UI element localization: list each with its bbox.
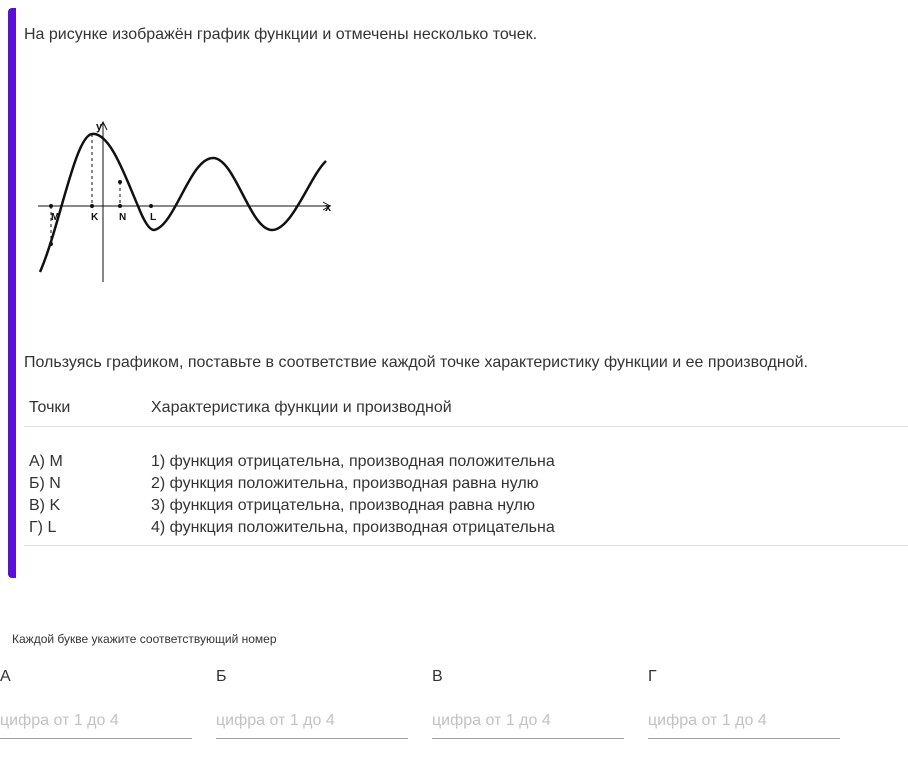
point-label-m: M xyxy=(51,212,60,223)
y-axis-label: y xyxy=(96,121,103,133)
characteristics-column xyxy=(151,451,555,539)
point-k-on-axis xyxy=(90,204,94,208)
answer-label-g: Г xyxy=(648,668,657,685)
point-n-on-curve xyxy=(118,180,122,184)
function-graph-image xyxy=(30,116,342,288)
answer-label-a: А xyxy=(0,668,11,685)
table-header-points: Точки xyxy=(29,399,71,416)
table-header-characteristics: Характеристика функции и производной xyxy=(151,399,452,416)
point-m-on-curve xyxy=(49,242,53,246)
table-divider-top xyxy=(24,426,908,427)
characteristic-row: 4) функция положительна, производная отрицательна xyxy=(151,519,555,536)
answer-input-b[interactable] xyxy=(216,704,408,739)
answer-field-g xyxy=(648,668,840,739)
characteristic-row: 2) функция положительна, производная равна нулю xyxy=(151,475,539,492)
point-row: В) K xyxy=(29,497,61,514)
point-l-on-axis xyxy=(149,204,153,208)
points-column xyxy=(29,451,63,539)
table-divider-bottom xyxy=(24,545,908,546)
point-row: Б) N xyxy=(29,475,61,492)
answer-input-a[interactable] xyxy=(0,704,192,739)
answer-field-a xyxy=(0,668,192,739)
answer-label-v: В xyxy=(432,668,443,685)
point-label-l: L xyxy=(150,212,157,223)
question-intro: На рисунке изображён график функции и отмечены несколько точек. xyxy=(24,26,538,43)
answer-input-v[interactable] xyxy=(432,704,624,739)
point-label-n: N xyxy=(119,212,127,223)
point-n-on-axis xyxy=(118,204,122,208)
function-curve xyxy=(40,134,326,272)
answer-label-b: Б xyxy=(216,668,227,685)
card-accent-bar xyxy=(8,8,16,578)
x-axis-label: x xyxy=(325,202,332,214)
question-instruction: Пользуясь графиком, поставьте в соответствие каждой точке характеристику функции и ее производной. xyxy=(24,354,808,371)
point-row: А) M xyxy=(29,453,63,470)
point-m-on-axis xyxy=(49,204,53,208)
characteristic-row: 1) функция отрицательна, производная положительна xyxy=(151,453,555,470)
answer-input-g[interactable] xyxy=(648,704,840,739)
point-row: Г) L xyxy=(29,519,57,536)
answer-hint: Каждой букве укажите соответствующий номер xyxy=(12,632,277,646)
question-card xyxy=(8,8,908,578)
point-label-k: K xyxy=(91,212,99,223)
characteristic-row: 3) функция отрицательна, производная равна нулю xyxy=(151,497,536,514)
answer-field-v xyxy=(432,668,624,739)
answer-field-b xyxy=(216,668,408,739)
